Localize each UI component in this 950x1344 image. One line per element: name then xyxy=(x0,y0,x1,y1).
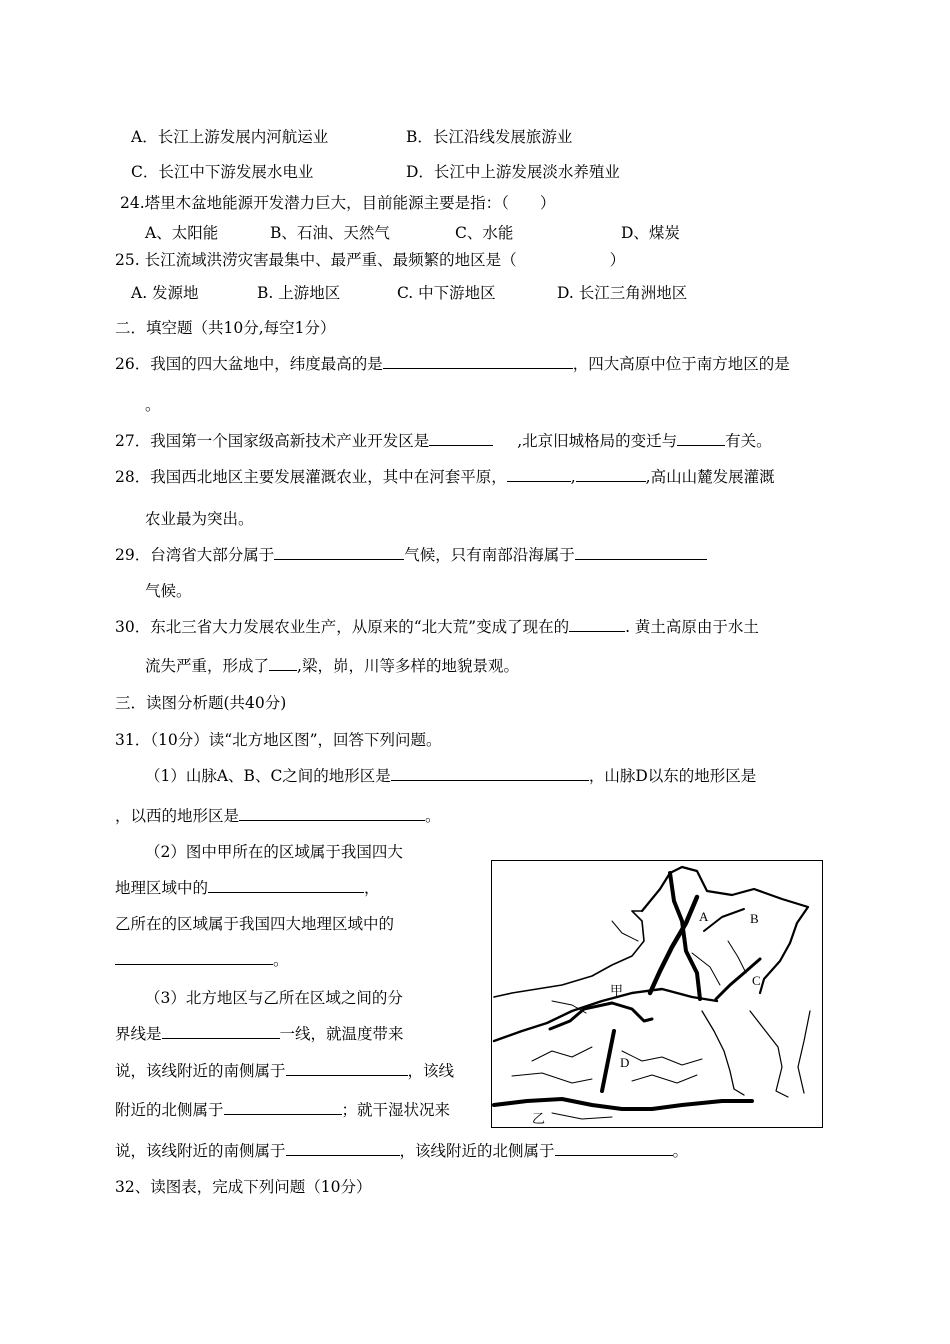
q31-s2-line4 xyxy=(115,950,289,970)
map-label-b: B xyxy=(750,911,759,926)
q26-line1 xyxy=(115,354,790,374)
map-label-d: D xyxy=(620,1055,630,1070)
q29-text-3: 气候。 xyxy=(145,582,192,600)
q29-blank-1[interactable] xyxy=(274,545,404,560)
q31-s3-text-2: 界线是 xyxy=(115,1025,162,1043)
q30-blank-1[interactable] xyxy=(569,617,625,632)
q31-s3-text-10: 。 xyxy=(672,1142,689,1160)
q31-s2-text-3: ， xyxy=(364,879,380,897)
mountain-a-line xyxy=(650,897,697,993)
q31-s3-text-3: 一线，就温度带来 xyxy=(279,1025,404,1043)
q30-text-4: ,梁，峁，川等多样的地貌景观。 xyxy=(297,657,519,675)
q31-s3-blank-1[interactable] xyxy=(162,1024,280,1039)
map-drawing xyxy=(492,861,822,1127)
q31-s2-text-5: 。 xyxy=(273,951,289,969)
map-province-2 xyxy=(728,941,746,973)
q23-option-b: B．长江沿线发展旅游业 xyxy=(406,128,573,146)
q27-blank-2[interactable] xyxy=(677,431,725,446)
q29-text-1: 29．台湾省大部分属于 xyxy=(115,546,275,564)
q31-s3-line4 xyxy=(115,1100,450,1120)
q27-text-2: ,北京旧城格局的变迁与 xyxy=(517,432,678,450)
q31-s1-blank-2[interactable] xyxy=(239,806,425,821)
q25-option-d: D. 长江三角洲地区 xyxy=(557,284,688,302)
q31-s1-text-3: ，以西的地形区是 xyxy=(115,807,240,825)
map-qinling-huaihe-line xyxy=(494,1099,752,1109)
map-boundary-line xyxy=(494,989,717,1041)
q31-s3-text-9: ，该线附近的北侧属于 xyxy=(399,1142,555,1160)
q29-blank-2[interactable] xyxy=(575,545,707,560)
q31-s1-blank-1[interactable] xyxy=(391,766,589,781)
q31-s3-text-7: ；就干湿状况来 xyxy=(341,1101,451,1119)
q31-s1-line1 xyxy=(145,766,756,786)
map-river-2 xyxy=(512,1073,592,1083)
map-yellow-river xyxy=(550,1003,652,1029)
q28-blank-2[interactable] xyxy=(576,467,646,482)
q31-s2-line3: 乙所在的区域属于我国四大地理区域中的 xyxy=(115,915,395,933)
q25-option-b: B. 上游地区 xyxy=(257,284,341,302)
map-border-northeast xyxy=(642,867,808,993)
q23-option-c: C．长江中下游发展水电业 xyxy=(131,163,314,181)
q30-line1 xyxy=(115,617,759,637)
q27-text-1: 27．我国第一个国家级高新技术产业开发区是 xyxy=(115,432,430,450)
mountain-b-line xyxy=(704,909,744,931)
q25-option-a: A. 发源地 xyxy=(131,284,199,302)
section-3-title: 三．读图分析题(共40分) xyxy=(115,694,287,712)
map-japan xyxy=(798,1011,810,1093)
q23-option-a: A．长江上游发展内河航运业 xyxy=(131,128,329,146)
q24-stem: 24.塔里木盆地能源开发潜力巨大，目前能源主要是指：（ ） xyxy=(120,194,556,212)
q27-line xyxy=(115,431,772,451)
q31-s3-line2 xyxy=(115,1024,404,1044)
map-label-c: C xyxy=(752,973,761,988)
q29-text-2: 气候，只有南部沿海属于 xyxy=(404,546,575,564)
q28-text-1: 28．我国西北地区主要发展灌溉农业，其中在河套平原， xyxy=(115,468,507,486)
north-region-map xyxy=(491,860,823,1128)
q28-text-4: 农业最为突出。 xyxy=(145,510,254,528)
q31-s3-text-5: ，该线 xyxy=(407,1062,455,1080)
map-river-1 xyxy=(532,1047,592,1061)
map-label-yi: 乙 xyxy=(532,1111,546,1126)
q32-stem: 32、读图表，完成下列问题（10分） xyxy=(115,1178,372,1196)
q25-option-c: C. 中下游地区 xyxy=(397,284,496,302)
q27-text-3: 有关。 xyxy=(725,432,772,450)
q31-s3-line5 xyxy=(115,1141,688,1161)
q31-s3-text-4: 说，该线附近的南侧属于 xyxy=(115,1062,286,1080)
q31-s1-text-4: 。 xyxy=(425,807,441,825)
q31-s3-line3 xyxy=(115,1061,454,1081)
q28-text-2: , xyxy=(570,468,576,486)
section-2-title: 二．填空题（共10分,每空1分） xyxy=(115,319,336,337)
q28-line2 xyxy=(145,509,254,529)
q30-text-1: 30．东北三省大力发展农业生产，从原来的“北大荒”变成了现在的 xyxy=(115,618,570,636)
map-korea xyxy=(750,1011,788,1097)
q27-blank-1[interactable] xyxy=(429,431,493,446)
map-region-divider xyxy=(670,873,700,999)
q31-s1-text-2: ，山脉D以东的地形区是 xyxy=(588,767,757,785)
map-river-3 xyxy=(622,1051,702,1065)
q28-text-3: ,高山山麓发展灌溉 xyxy=(645,468,775,486)
q31-s2-text-2: 地理区域中的 xyxy=(115,879,209,897)
q25-stem: 25. 长江流域洪涝灾害最集中、最严重、最频繁的地区是（ ） xyxy=(115,251,626,269)
q31-s2-blank-1[interactable] xyxy=(208,878,364,893)
q26-line2 xyxy=(145,395,161,415)
q31-s2-blank-2[interactable] xyxy=(115,950,273,965)
q30-line2 xyxy=(145,656,519,676)
q26-blank-1[interactable] xyxy=(383,354,573,369)
map-province-3 xyxy=(612,921,638,941)
q28-line1 xyxy=(115,467,775,487)
mountain-d-line xyxy=(602,1031,614,1091)
map-coast xyxy=(702,1011,744,1095)
map-label-a: A xyxy=(699,909,709,924)
q23-option-d: D．长江中上游发展淡水养殖业 xyxy=(406,163,620,181)
q24-option-c: C、水能 xyxy=(455,224,514,242)
q30-text-2: . 黄土高原由于水土 xyxy=(625,618,759,636)
q31-s3-text-8: 说，该线附近的南侧属于 xyxy=(115,1142,286,1160)
q30-text-3: 流失严重，形成了 xyxy=(145,657,270,675)
q31-s3-line1: （3）北方地区与乙所在区域之间的分 xyxy=(145,989,403,1007)
q31-s3-blank-2[interactable] xyxy=(286,1061,408,1076)
q26-text-3: 。 xyxy=(145,396,161,414)
q28-blank-1[interactable] xyxy=(507,467,571,482)
map-river-5 xyxy=(552,1113,612,1119)
q31-s2-line2 xyxy=(115,878,380,898)
q31-s3-blank-3[interactable] xyxy=(224,1100,342,1115)
q31-s3-blank-4[interactable] xyxy=(286,1141,400,1156)
q24-option-a: A、太阳能 xyxy=(145,224,219,242)
q29-line2 xyxy=(145,581,192,601)
q31-s2-line1: （2）图中甲所在的区域属于我国四大 xyxy=(145,843,403,861)
q26-text-2: ，四大高原中位于南方地区的是 xyxy=(572,355,790,373)
q26-text-1: 26．我国的四大盆地中，纬度最高的是 xyxy=(115,355,383,373)
q31-s1-text-1: （1）山脉A、B、C之间的地形区是 xyxy=(145,767,391,785)
q31-stem: 31．（10分）读“北方地区图”，回答下列问题。 xyxy=(115,731,442,749)
map-label-jia: 甲 xyxy=(610,983,624,998)
q31-s3-blank-5[interactable] xyxy=(555,1141,673,1156)
q29-line1 xyxy=(115,545,707,565)
q24-option-b: B、石油、天然气 xyxy=(270,224,390,242)
q30-blank-2[interactable] xyxy=(269,656,297,671)
map-river-4 xyxy=(632,1075,697,1083)
q24-option-d: D、煤炭 xyxy=(621,224,680,242)
q31-s1-line2 xyxy=(115,806,441,826)
q31-s3-text-6: 附近的北侧属于 xyxy=(115,1101,224,1119)
